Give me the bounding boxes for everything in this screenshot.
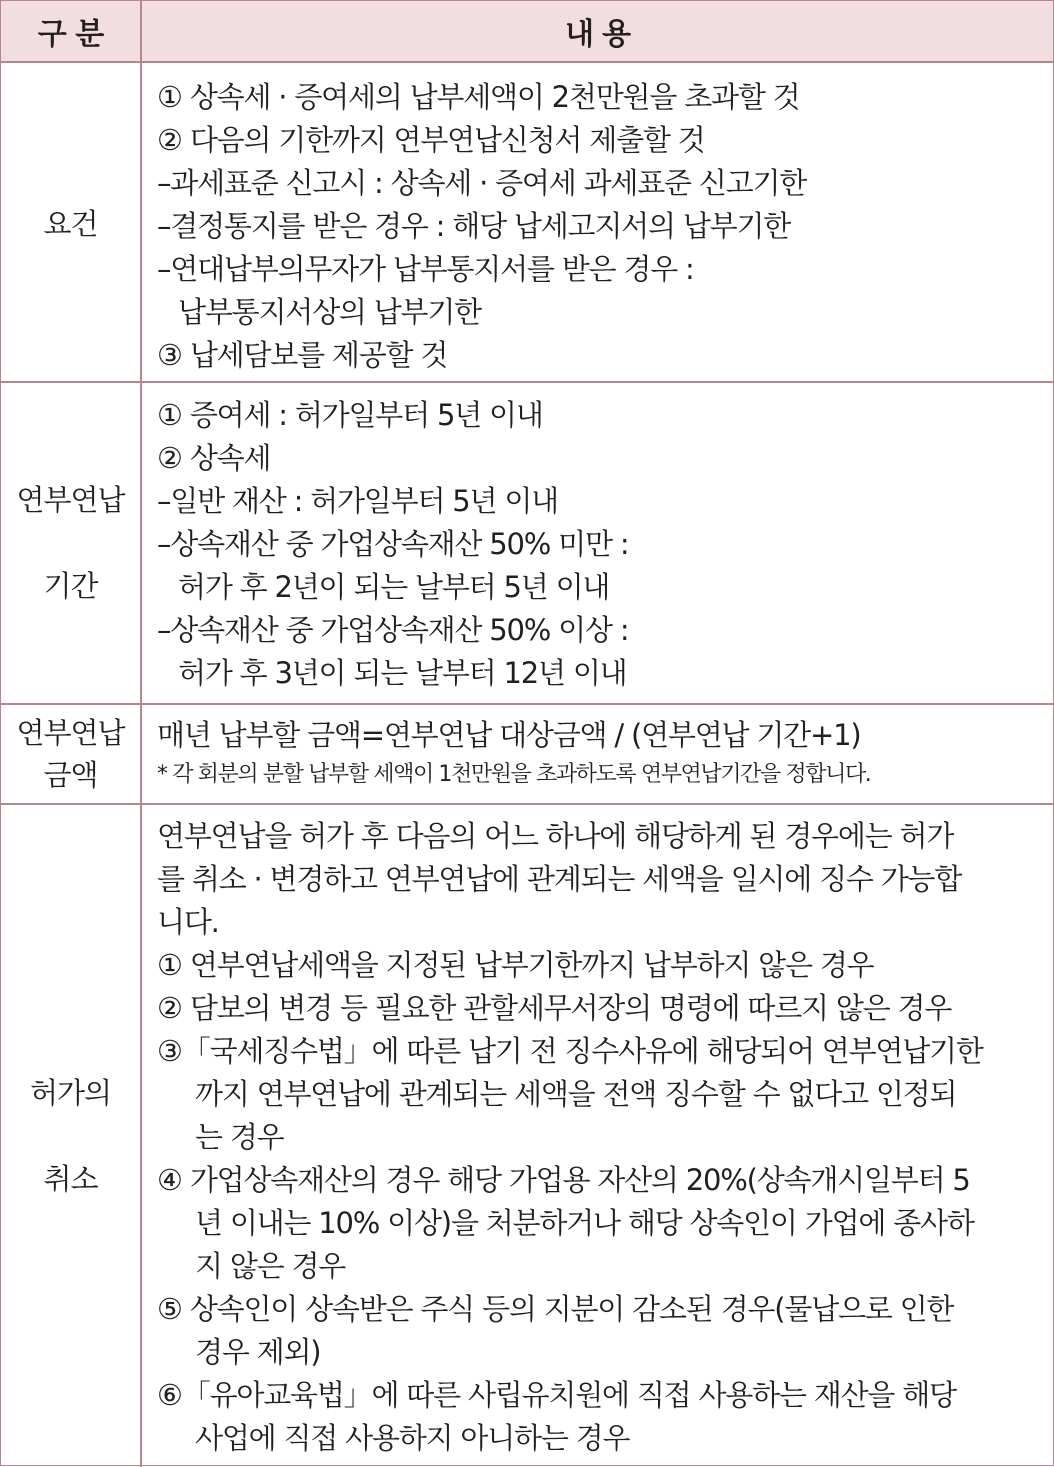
- row-label-text: 기간: [43, 569, 98, 603]
- content-line: ⑥「유아교육법」에 따른 사립유치원에 직접 사용하는 재산을 해당: [157, 1378, 956, 1412]
- content-line: 연부연납을 허가 후 다음의 어느 하나에 해당하게 된 경우에는 허가: [157, 819, 954, 853]
- content-line: –일반 재산 : 허가일부터 5년 이내: [157, 484, 558, 518]
- content-line: ② 다음의 기한까지 연부연납신청서 제출할 것: [157, 123, 705, 157]
- content-line: 경우 제외): [195, 1335, 321, 1369]
- content-line: 허가 후 2년이 되는 날부터 5년 이내: [178, 570, 610, 604]
- row-label-text: 요건: [43, 206, 98, 241]
- content-line: –결정통지를 받은 경우 : 해당 납세고지서의 납부기한: [157, 209, 791, 243]
- content-line: 까지 연부연납에 관계되는 세액을 전액 징수할 수 없다고 인정되: [195, 1077, 957, 1111]
- row-label-text: 금액: [43, 758, 98, 792]
- content-line: ③「국세징수법」에 따른 납기 전 징수사유에 해당되어 연부연납기한: [157, 1034, 983, 1068]
- content-line: ① 상속세 · 증여세의 납부세액이 2천만원을 초과할 것: [157, 80, 800, 114]
- row-content: [142, 705, 1053, 803]
- row-content: [142, 805, 1053, 1467]
- row-label: [1, 705, 142, 803]
- content-line: –과세표준 신고시 : 상속세 · 증여세 과세표준 신고기한: [157, 166, 807, 200]
- content-line: ② 상속세: [157, 441, 271, 475]
- header-content: 내 용: [565, 17, 630, 52]
- content-line: –연대납부의무자가 납부통지서를 받은 경우 :: [157, 252, 694, 286]
- row-label-text: 연부연납: [16, 483, 125, 517]
- content-line: 니다.: [157, 905, 219, 939]
- table-row-period: [1, 383, 1053, 705]
- footnote: * 각 회분의 분할 납부할 세액이 1천만원을 초과하도록 연부연납기간을 정합니다.: [157, 762, 871, 787]
- row-label-text: 취소: [43, 1162, 98, 1196]
- content-line: –상속재산 중 가업상속재산 50% 이상 :: [157, 613, 629, 647]
- table-row-requirements: [1, 63, 1053, 383]
- row-label: [1, 805, 142, 1467]
- content-line: ① 연부연납세액을 지정된 납부기한까지 납부하지 않은 경우: [157, 948, 874, 982]
- row-label-text: 연부연납: [16, 716, 125, 750]
- table-row-cancellation: [1, 805, 1053, 1467]
- table-row-amount: [1, 705, 1053, 805]
- content-line: 납부통지서상의 납부기한: [178, 295, 481, 329]
- row-label-text: 허가의: [29, 1076, 112, 1110]
- content-line: 년 이내는 10% 이상)을 처분하거나 해당 상속인이 가업에 종사하: [195, 1206, 974, 1240]
- content-line: 지 않은 경우: [195, 1249, 346, 1283]
- row-label: [1, 63, 142, 381]
- header-category: 구 분: [1, 1, 142, 61]
- row-label: [1, 383, 142, 703]
- content-line: ④ 가업상속재산의 경우 해당 가업용 자산의 20%(상속개시일부터 5: [157, 1163, 970, 1197]
- content-line: ⑤ 상속인이 상속받은 주식 등의 지분이 감소된 경우(물납으로 인한: [157, 1292, 954, 1326]
- content-line: 매년 납부할 금액=연부연납 대상금액 / (연부연납 기간+1): [157, 718, 861, 752]
- content-line: 허가 후 3년이 되는 날부터 12년 이내: [178, 656, 627, 690]
- table-header-row: [1, 1, 1053, 63]
- content-line: 사업에 직접 사용하지 아니하는 경우: [195, 1421, 630, 1455]
- content-line: –상속재산 중 가업상속재산 50% 미만 :: [157, 527, 629, 561]
- row-content: [142, 63, 1053, 381]
- content-line: ① 증여세 : 허가일부터 5년 이내: [157, 398, 543, 432]
- content-line: 를 취소 · 변경하고 연부연납에 관계되는 세액을 일시에 징수 가능합: [157, 862, 962, 896]
- row-content: [142, 383, 1053, 703]
- content-line: 는 경우: [195, 1120, 284, 1154]
- content-line: ③ 납세담보를 제공할 것: [157, 338, 448, 372]
- content-line: ② 담보의 변경 등 필요한 관할세무서장의 명령에 따르지 않은 경우: [157, 991, 952, 1025]
